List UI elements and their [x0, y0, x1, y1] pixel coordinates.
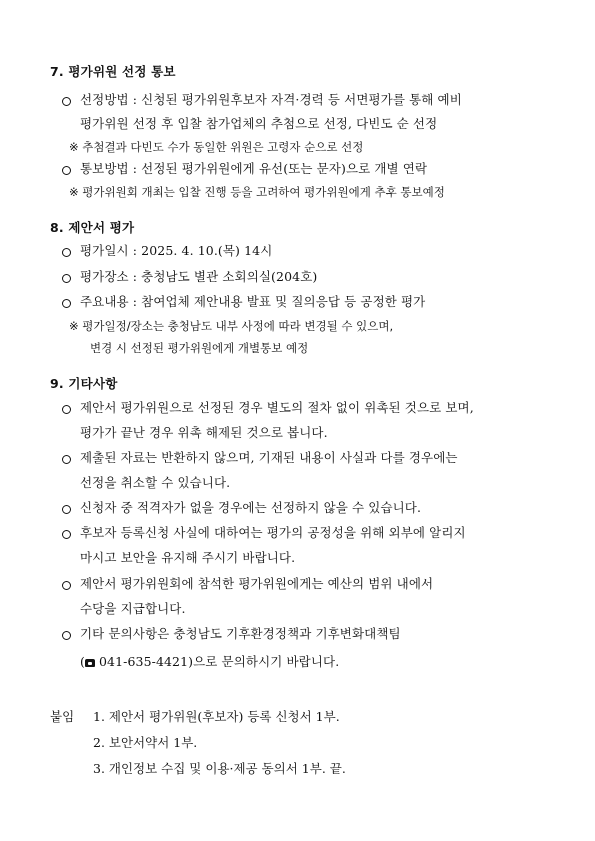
attachment-item-3: 3. 개인정보 수집 및 이용·제공 동의서 1부. 끝. [93, 761, 346, 776]
s8-note-line2: 변경 시 선정된 평가위원에게 개별통보 예정 [90, 341, 309, 355]
s9-item1-line1: 제안서 평가위원으로 선정된 경우 별도의 절차 없이 위촉된 것으로 보며, [80, 400, 474, 415]
s7-note-committee: ※ 평가위원회 개최는 입찰 진행 등을 고려하여 평가위원에게 추후 통보예정 [69, 185, 445, 199]
bullet-circle-icon [62, 505, 71, 514]
s7-note-lottery: ※ 추첨결과 다빈도 수가 동일한 위원은 고령자 순으로 선정 [69, 140, 364, 154]
s9-item5-line2: 수당을 지급합니다. [80, 601, 186, 616]
attachment-item-1: 1. 제안서 평가위원(후보자) 등록 신청서 1부. [93, 709, 340, 724]
attachment-item-2: 2. 보안서약서 1부. [93, 735, 198, 750]
s9-item2-line1: 제출된 자료는 반환하지 않으며, 기재된 내용이 사실과 다를 경우에는 [80, 450, 458, 465]
s8-note-line1: ※ 평가일정/장소는 충청남도 내부 사정에 따라 변경될 수 있으며, [69, 319, 394, 333]
s9-item1-line2: 평가가 끝난 경우 위촉 해제된 것으로 봅니다. [80, 425, 328, 440]
s9-item2-line2: 선정을 취소할 수 있습니다. [80, 475, 231, 490]
s9-item6-line2 [80, 652, 339, 670]
bullet-circle-icon [62, 97, 71, 106]
attachments-label: 붙임 [50, 709, 75, 724]
s9-item4-line2: 마시고 보안을 유지해 주시기 바랍니다. [80, 550, 296, 565]
s9-item6-phone: 041-635-4421)으로 문의하시기 바랍니다. [98, 654, 340, 669]
s7-method-line2: 평가위원 선정 후 입찰 참가업체의 추첨으로 선정, 다빈도 순 선정 [80, 116, 438, 131]
s7-notify-method: 통보방법 : 선정된 평가위원에게 유선(또는 문자)으로 개별 연락 [80, 161, 428, 176]
s7-method-line1: 선정방법 : 신청된 평가위원후보자 자격·경력 등 서면평가를 통해 예비 [80, 92, 462, 107]
bullet-circle-icon [62, 405, 71, 414]
bullet-circle-icon [62, 299, 71, 308]
bullet-circle-icon [62, 455, 71, 464]
section-7-title: 7. 평가위원 선정 통보 [50, 64, 176, 79]
bullet-circle-icon [62, 248, 71, 257]
section-8-title: 8. 제안서 평가 [50, 220, 135, 235]
bullet-circle-icon [62, 530, 71, 539]
bullet-circle-icon [62, 166, 71, 175]
telephone-icon [85, 659, 95, 667]
bullet-circle-icon [62, 274, 71, 283]
section-9-title: 9. 기타사항 [50, 376, 118, 391]
s8-date: 평가일시 : 2025. 4. 10.(목) 14시 [80, 243, 273, 258]
s8-place: 평가장소 : 충청남도 별관 소회의실(204호) [80, 269, 318, 284]
s9-item4-line1: 후보자 등록신청 사실에 대하여는 평가의 공정성을 위해 외부에 알리지 [80, 525, 466, 540]
s9-item5-line1: 제안서 평가위원회에 참석한 평가위원에게는 예산의 범위 내에서 [80, 576, 434, 591]
s8-content: 주요내용 : 참여업체 제안내용 발표 및 질의응답 등 공정한 평가 [80, 294, 426, 309]
s9-item6-paren: ( [80, 654, 85, 669]
bullet-circle-icon [62, 581, 71, 590]
bullet-circle-icon [62, 631, 71, 640]
s9-item6-line1: 기타 문의사항은 충청남도 기후환경정책과 기후변화대책팀 [80, 626, 401, 641]
s9-item3: 신청자 중 적격자가 없을 경우에는 선정하지 않을 수 있습니다. [80, 500, 422, 515]
